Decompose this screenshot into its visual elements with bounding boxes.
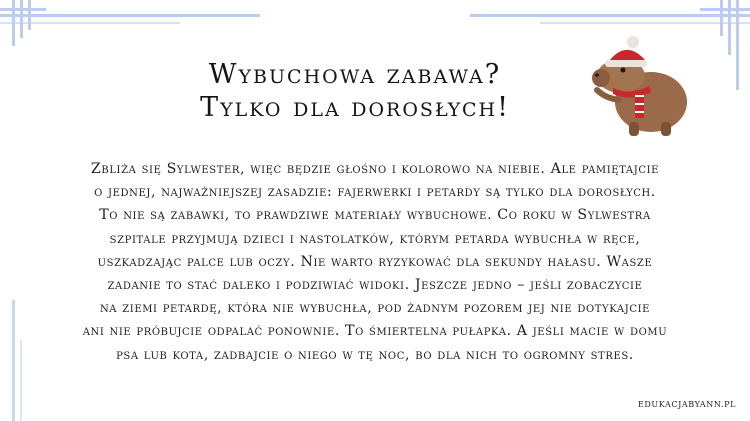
footer-site-label: EDUKACJABYANN.PL — [637, 400, 736, 409]
body-line: szpitale przyjmują dzieci i nastolatków, którym petarda wybuchła w ręce, — [109, 230, 641, 247]
body-line: o jednej, najważniejszej zasadzie: fajerwerki i petardy są tylko dla dorosłych. — [94, 184, 656, 201]
body-line: Zbliża się Sylwester, więc będzie głośno i kolorowo na niebie. Ale pamiętajcie — [90, 161, 660, 177]
body-line: To nie są zabawki, to prawdziwe materiały wybuchowe. Co roku w Sylwestra — [99, 207, 651, 224]
body-line: uszkadzając palce lub oczy. Nie warto ryzykować dla sekundy hałasu. Wasze — [97, 253, 653, 270]
capybara-with-hat-and-scarf-icon — [585, 30, 700, 145]
body-paragraph — [50, 158, 700, 367]
body-line: na ziemi petardę, która nie wybuchła, pod żadnym pozorem jej nie dotykajcie — [99, 300, 651, 317]
title-line-1: Wybuchowa zabawa? — [208, 59, 502, 90]
body-line: ani nie próbujcie odpalać ponownie. To śmiertelna pułapka. A jeśli macie w domu — [82, 323, 668, 340]
page-title — [120, 58, 590, 124]
body-line: zadanie to stać daleko i podziwiać widoki. Jeszcze jedno – jeśli zobaczycie — [107, 277, 643, 294]
body-line: psa lub kota, zadbajcie o niego w tę noc, bo dla nich to ogromny stres. — [116, 346, 634, 363]
title-line-2: Tylko dla dorosłych! — [200, 92, 510, 123]
